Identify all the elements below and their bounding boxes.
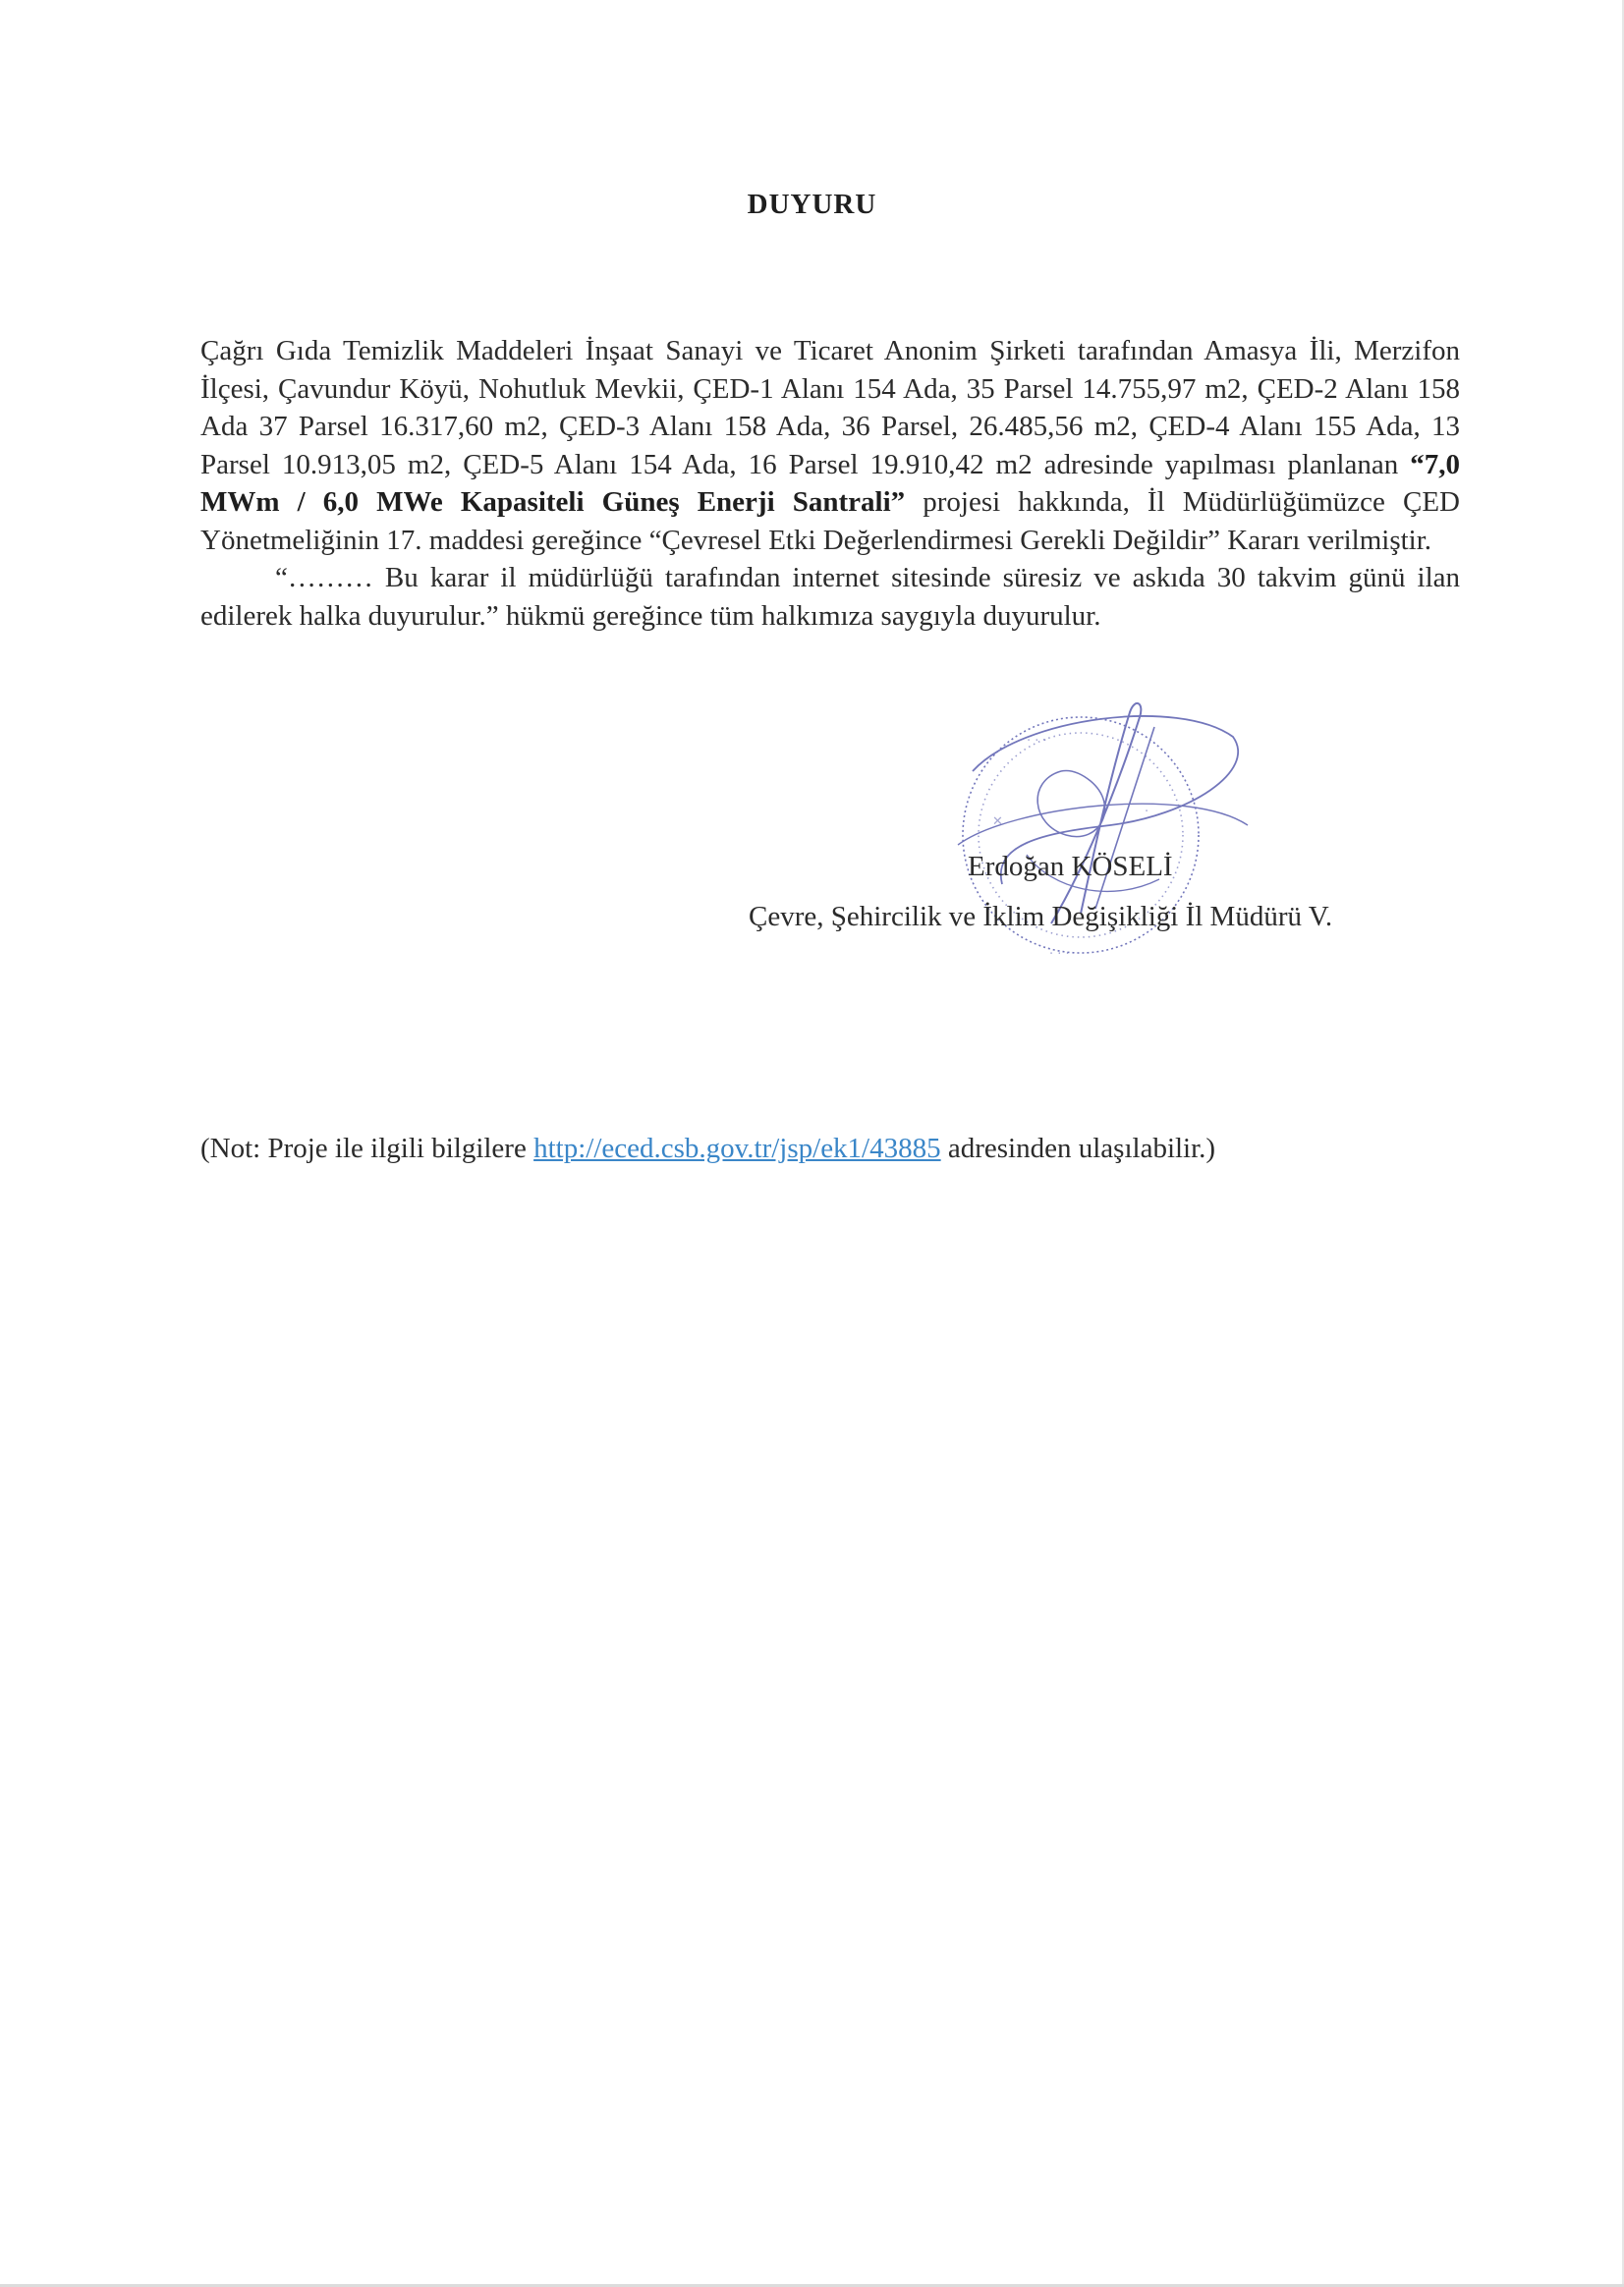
announcement-body	[200, 332, 1460, 635]
svg-text:✕: ✕	[992, 814, 1003, 829]
svg-text:· · ·: · · ·	[1049, 947, 1070, 962]
paragraph-notice: “……… Bu karar il müdürlüğü tarafından internet sitesinde süresiz ve askıda 30 takvim günü ilan edilerek halka duyurulur.” hükmü gereğince tüm halkımıza saygıyla duyurulur.	[200, 562, 1460, 632]
note-prefix: (Not: Proje ile ilgili bilgilere	[200, 1133, 534, 1164]
paragraph-decision	[200, 332, 1460, 559]
project-name: “7,0 MWm / 6,0 MWe Kapasiteli Güneş Enerji Santrali”	[200, 448, 1460, 518]
paragraph-text-part-2: projesi hakkında, İl Müdürlüğümüzce ÇED Yönetmeliğinin 17. maddesi gereğince “Çevresel Etki Değerlendirmesi Gerekli Değildir” Kararı verilmiştir.	[200, 486, 1460, 556]
signatory-title: Çevre, Şehircilik ve İklim Değişikliği İl Müdürü V.	[749, 901, 1333, 932]
paragraph-text-part-1: Çağrı Gıda Temizlik Maddeleri İnşaat Sanayi ve Ticaret Anonim Şirketi tarafından Amasya İli, Merzifon İlçesi, Çavundur Köyü, Nohutluk Mevkii, ÇED-1 Alanı 154 Ada, 35 Parsel 14.755,97 m2, ÇED-2 Alanı 158 Ada 37 Parsel 16.317,60 m2, ÇED-3 Alanı 158 Ada, 36 Parsel, 26.485,56 m2, ÇED-4 Alanı 155 Ada, 13 Parsel 10.913,05 m2, ÇED-5 Alanı 154 Ada, 16 Parsel 19.910,42 m2 adresinde yapılması planlanan	[200, 335, 1460, 480]
note-suffix: adresinden ulaşılabilir.)	[940, 1133, 1216, 1164]
official-stamp-icon	[933, 678, 1258, 992]
project-info-note	[200, 1133, 1215, 1165]
signatory-name: Erdoğan KÖSELİ	[968, 851, 1173, 882]
project-info-link[interactable]: http://eced.csb.gov.tr/jsp/ek1/43885	[533, 1133, 941, 1164]
svg-text:· · ·: · · ·	[1027, 734, 1047, 749]
svg-text:·: ·	[1145, 805, 1149, 819]
document-title: DUYURU	[747, 189, 877, 220]
